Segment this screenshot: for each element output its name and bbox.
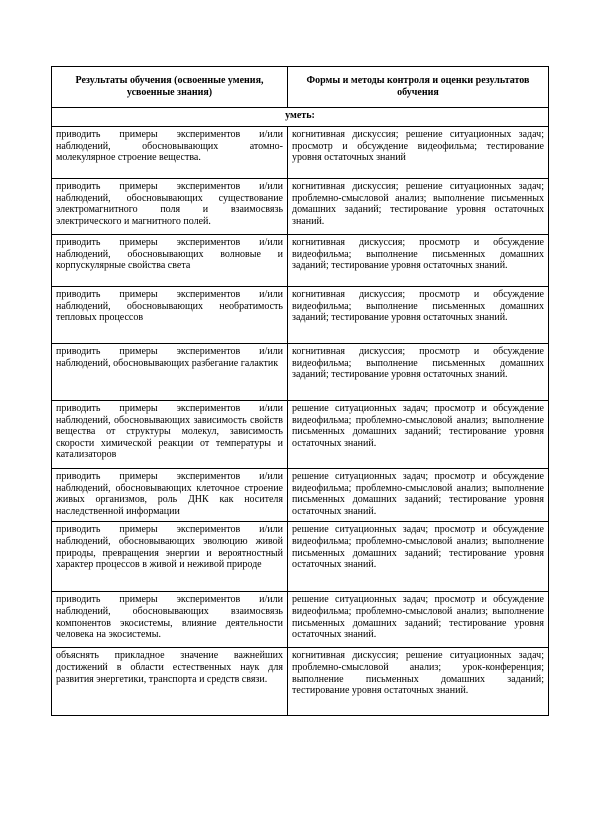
col-header-control-methods: Формы и методы контроля и оценки результатов обучения: [288, 67, 549, 108]
methods-cell: когнитивная дискуссия; решение ситуационных задач; просмотр и обсуждение видеофильма; тестирование уровня остаточных знаний: [288, 127, 549, 179]
table-row: [52, 344, 549, 401]
table-row: [52, 648, 549, 716]
methods-cell: когнитивная дискуссия; решение ситуационных задач; проблемно-смысловой анализ; урок-конференция; выполнение письменных домашних заданий; тестирование уровня остаточных знаний.: [288, 648, 549, 716]
header-row: [52, 67, 549, 108]
methods-cell: решение ситуационных задач; просмотр и обсуждение видеофильма; проблемно-смысловой анализ; выполнение письменных домашних заданий; тестирование уровня остаточных знаний.: [288, 469, 549, 522]
section-row: [52, 108, 549, 127]
methods-cell: когнитивная дискуссия; решение ситуационных задач; проблемно-смысловой анализ; выполнение письменных домашних заданий; тестирование уровня остаточных знаний.: [288, 179, 549, 235]
skill-cell: приводить примеры экспериментов и/или наблюдений, обосновывающих волновые и корпускулярные свойства света: [52, 235, 288, 287]
table-row: [52, 522, 549, 592]
table-row: [52, 592, 549, 648]
skill-cell: приводить примеры экспериментов и/или наблюдений, обосновывающих взаимосвязь компонентов экосистемы, влияние деятельности человека на экосистемы.: [52, 592, 288, 648]
methods-cell: решение ситуационных задач; просмотр и обсуждение видеофильма; проблемно-смысловой анализ; выполнение письменных домашних заданий; тестирование уровня остаточных знаний.: [288, 522, 549, 592]
methods-cell: когнитивная дискуссия; просмотр и обсуждение видеофильма; выполнение письменных домашних заданий; тестирование уровня остаточных знаний.: [288, 344, 549, 401]
col-header-learning-results: Результаты обучения (освоенные умения, усвоенные знания): [52, 67, 288, 108]
section-label: уметь:: [52, 108, 549, 127]
skill-cell: приводить примеры экспериментов и/или наблюдений, обосновывающих разбегание галактик: [52, 344, 288, 401]
skill-cell: приводить примеры экспериментов и/или наблюдений, обосновывающих необратимость тепловых процессов: [52, 287, 288, 344]
skill-cell: приводить примеры экспериментов и/или наблюдений, обосновывающих эволюцию живой природы, превращения энергии и вероятностный характер процессов в живой и неживой природе: [52, 522, 288, 592]
table-row: [52, 235, 549, 287]
skill-cell: приводить примеры экспериментов и/или наблюдений, обосновывающих атомно-молекулярное строение вещества.: [52, 127, 288, 179]
results-table: [51, 66, 549, 716]
table-row: [52, 469, 549, 522]
skill-cell: приводить примеры экспериментов и/или наблюдений, обосновывающих зависимость свойств вещества от структуры молекул, зависимость скорости химической реакции от температуры и катализаторов: [52, 401, 288, 469]
table-row: [52, 287, 549, 344]
methods-cell: когнитивная дискуссия; просмотр и обсуждение видеофильма; выполнение письменных домашних заданий; тестирование уровня остаточных знаний.: [288, 287, 549, 344]
methods-cell: решение ситуационных задач; просмотр и обсуждение видеофильма; проблемно-смысловой анализ; выполнение письменных домашних заданий; тестирование уровня остаточных знаний.: [288, 401, 549, 469]
methods-cell: решение ситуационных задач; просмотр и обсуждение видеофильма; проблемно-смысловой анализ; выполнение письменных домашних заданий; тестирование уровня остаточных знаний.: [288, 592, 549, 648]
methods-cell: когнитивная дискуссия; просмотр и обсуждение видеофильма; выполнение письменных домашних заданий; тестирование уровня остаточных знаний.: [288, 235, 549, 287]
table-row: [52, 179, 549, 235]
table-row: [52, 127, 549, 179]
table-row: [52, 401, 549, 469]
skill-cell: приводить примеры экспериментов и/или наблюдений, обосновывающих клеточное строение живых организмов, роль ДНК как носителя наследственной информации: [52, 469, 288, 522]
skill-cell: приводить примеры экспериментов и/или наблюдений, обосновывающих существование электромагнитного поля и взаимосвязь электрического и магнитного полей.: [52, 179, 288, 235]
skill-cell: объяснять прикладное значение важнейших достижений в области естественных наук для развития энергетики, транспорта и средств связи.: [52, 648, 288, 716]
